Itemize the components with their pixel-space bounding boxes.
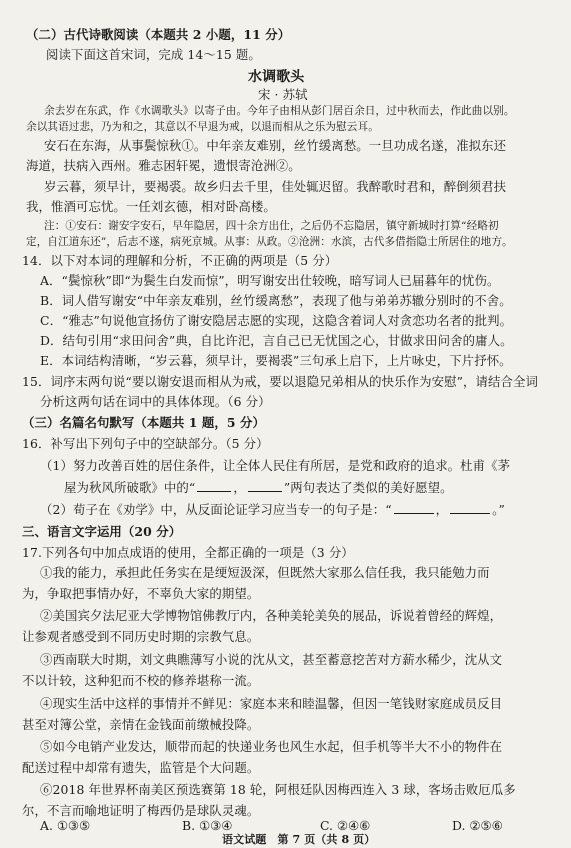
fill-text: ， bbox=[435, 502, 449, 517]
question-17-sentence: ③西南联大时期，刘文典瞧薄写小说的沈从文，甚至蓄意挖苦对方薪水稀少，沈从文 bbox=[40, 652, 503, 667]
poem-line: 我，惟酒可忘忧。一任刘玄德，相对卧高楼。 bbox=[26, 199, 276, 214]
question-14-option: D．结句引用“求田问舍”典，自比许汜，言自己已无忧国之心，甘做求田问舍的庸人。 bbox=[40, 333, 513, 348]
fill-text: ”两句表达了类似的美好愿望。 bbox=[283, 480, 453, 495]
choice-b[interactable]: B. ①③④ bbox=[182, 818, 233, 833]
choice-d[interactable]: D. ②⑤⑥ bbox=[452, 818, 503, 833]
choice-a[interactable]: A. ①③⑤ bbox=[40, 818, 91, 833]
question-17-sentence: 让参观者感受到不同历史时期的宗教气息。 bbox=[22, 629, 260, 644]
question-16-item bbox=[40, 501, 505, 518]
part-heading-language: 三、语言文字运用（20 分） bbox=[22, 524, 182, 539]
poem-line: 海道，扶病入西州。雅志困轩冕，遗恨寄沧洲②。 bbox=[26, 158, 301, 173]
fill-text: ， bbox=[233, 480, 246, 495]
poem-note: 注：①安石：谢安字安石，早年隐居，四十余方出仕，之后仍不忘隐居，镇守新城时打算“经略初 bbox=[44, 220, 499, 232]
question-17-sentence: 甚至对簿公堂，亲情在金钱面前缴械投降。 bbox=[22, 717, 260, 732]
fill-text: 。” bbox=[492, 502, 505, 517]
poem-preface-line: 余以其语过悲，乃为和之，其意以不早退为戒，以退而相从之乐为慰云耳。 bbox=[26, 121, 379, 133]
answer-blank[interactable] bbox=[248, 479, 282, 492]
page-footer: 语文试题 第 7 页（共 8 页） bbox=[222, 833, 376, 846]
fill-text: 屋为秋风所破歌》中的“ bbox=[64, 480, 196, 495]
question-17-sentence: 配送过程中却常有遗失，监管是个大问题。 bbox=[22, 760, 260, 775]
answer-blank[interactable] bbox=[394, 501, 434, 514]
question-17-sentence: ⑥2018 年世界杯南美区预选赛第 18 轮，阿根廷队因梅西连入 3 球，客场击败厄瓜多 bbox=[40, 782, 516, 797]
question-17-sentence: ⑤如今电销产业发达，顺带而起的快递业务也风生水起，但手机等半大不小的物件在 bbox=[40, 739, 503, 754]
question-14-option: C．“雅志”句说他宣扬仿了谢安隐居志愿的实现，这隐含着词人对贪恋功名者的批判。 bbox=[40, 313, 513, 328]
choice-c[interactable]: C. ②④⑥ bbox=[320, 818, 371, 833]
answer-blank[interactable] bbox=[450, 501, 490, 514]
question-17-sentence: ④现实生活中这样的事情并不鲜见：家庭本来和睦温馨，但因一笔钱财家庭成员反目 bbox=[40, 696, 503, 711]
question-15-line: 分析这两句话在词中的具体体现。（6 分） bbox=[40, 394, 271, 409]
reading-instruction: 阅读下面这首宋词，完成 14～15 题。 bbox=[46, 47, 261, 62]
question-17-stem: 17.下列各句中加点成语的使用，全都正确的一项是（3 分） bbox=[22, 545, 354, 560]
question-14-stem: 14．以下对本词的理解和分析，不正确的两项是（5 分） bbox=[22, 253, 338, 268]
question-16-item: （1）努力改善百姓的居住条件，让全体人民住有所居，是党和政府的追求。杜甫《茅 bbox=[40, 458, 511, 473]
question-17-sentence: 尔，不言而喻地证明了梅西仍是球队灵魂。 bbox=[22, 803, 260, 818]
question-14-option: E．本词结构清晰，“岁云暮，须早计，要褐裘”三句承上启下，上片咏史，下片抒怀。 bbox=[40, 353, 512, 368]
answer-blank[interactable] bbox=[197, 479, 231, 492]
section-heading-recitation: （三）名篇名句默写（本题共 1 题，5 分） bbox=[22, 415, 266, 430]
question-17-sentence: 不以计较，这种犯而不校的修养堪称一流。 bbox=[22, 673, 260, 688]
question-16-item bbox=[64, 479, 453, 496]
question-14-option: A．“鬓惊秋”即“为鬓生白发而惊”，明写谢安出仕较晚，暗写词人已届暮年的忧伤。 bbox=[40, 273, 500, 288]
section-heading-poetry: （二）古代诗歌阅读（本题共 2 小题，11 分） bbox=[26, 27, 291, 42]
question-17-sentence: ①我的能力，承担此任务实在是绠短汲深，但既然大家那么信任我，我只能勉力而 bbox=[40, 565, 490, 580]
fill-text: （2）荀子在《劝学》中，从反面论证学习应当专一的句子是：“ bbox=[40, 502, 392, 517]
question-14-option: B．词人借写谢安“中年亲友难别，丝竹缓离愁”，表现了他与弟弟苏辙分别时的不舍。 bbox=[40, 293, 512, 308]
question-17-sentence: 为，争取把事情办好，不辜负大家的期望。 bbox=[22, 586, 260, 601]
poem-line: 岁云暮，须早计，要褐裘。故乡归去千里，佳处辄迟留。我醉歌时君和，醉倒须君扶 bbox=[44, 179, 507, 194]
question-15-line: 15．词序末两句说“要以谢安退而相从为戒，要以退隐兄弟相从的快乐作为安慰”，请结合全词 bbox=[22, 374, 538, 389]
poem-line: 安石在东海，从事鬓惊秋①。中年亲友难别，丝竹缓离愁。一旦功成名遂，准拟东还 bbox=[44, 138, 507, 153]
question-17-sentence: ②美国宾夕法尼亚大学博物馆佛教厅内，各种美轮美奂的展品，诉说着曾经的辉煌， bbox=[40, 608, 503, 623]
poem-note: 定，自江道东还”，后志不遂，病死京城。从事：从政。②沧洲：水滨，古代多借指隐士所居住的地方。 bbox=[26, 236, 513, 248]
poem-title: 水调歌头 bbox=[248, 69, 305, 85]
poem-preface-line: 余去岁在东武，作《水调歌头》以寄子由。今年子由相从彭门居百余日，过中秋而去，作此曲以别。 bbox=[44, 105, 515, 117]
question-16-stem: 16．补写出下列句子中的空缺部分。（5 分） bbox=[22, 436, 269, 451]
poem-author: 宋 · 苏轼 bbox=[258, 87, 308, 102]
